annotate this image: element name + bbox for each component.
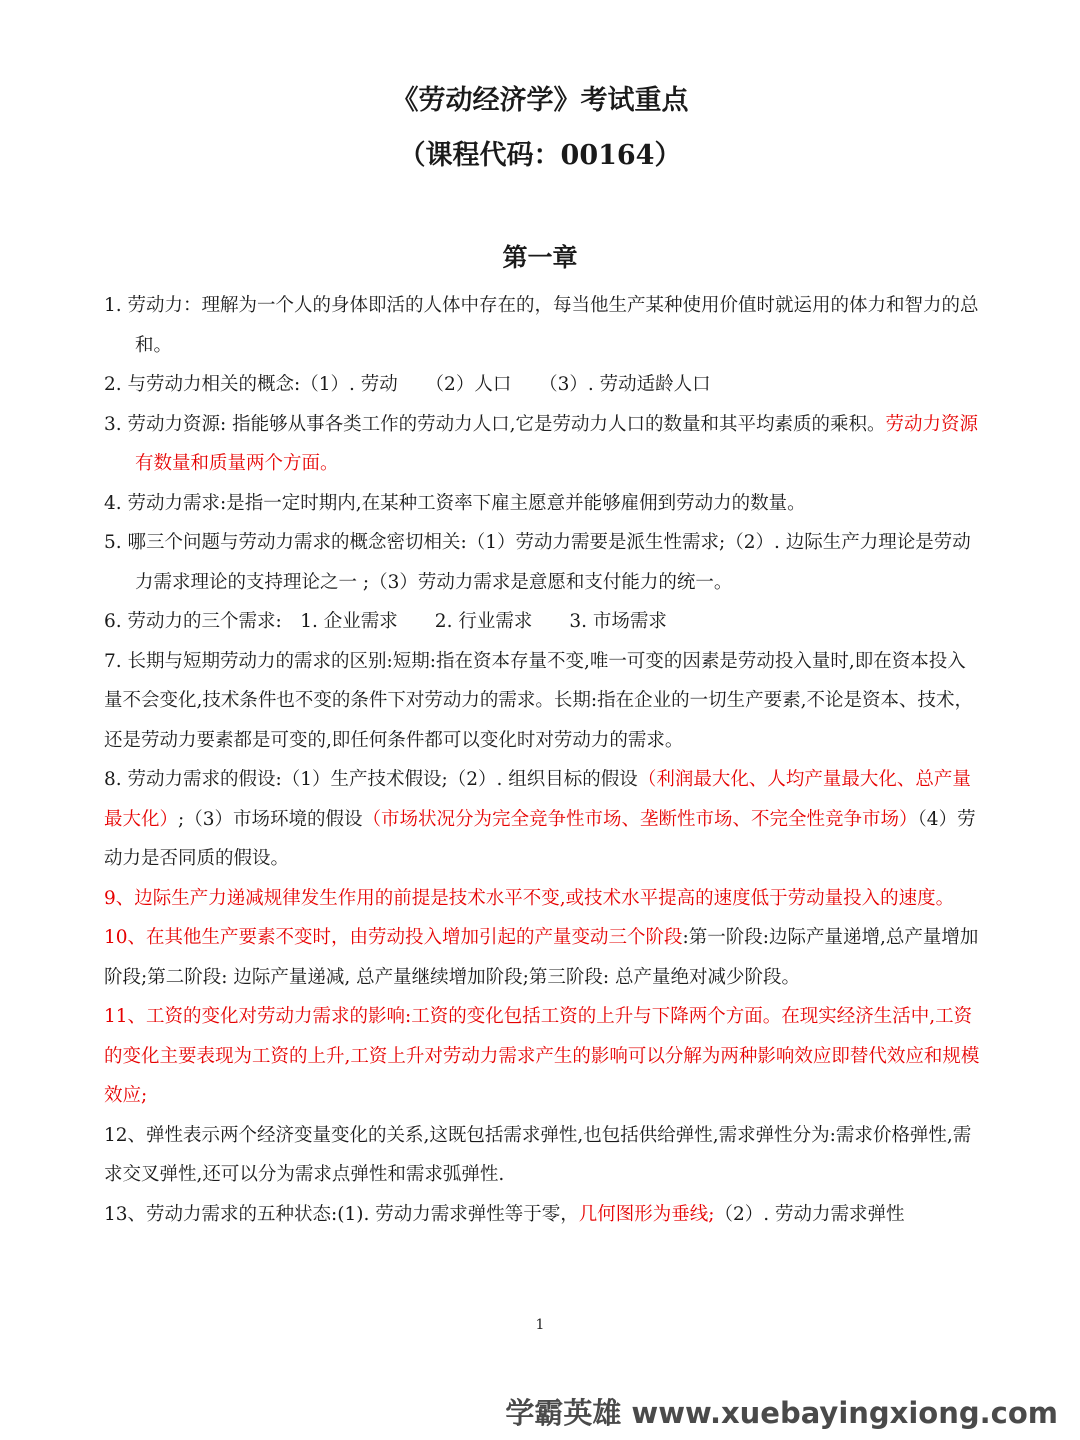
highlighted-text: （市场状况分为完全竞争性市场、垄断性市场、不完全性竞争市场）	[362, 808, 918, 830]
item-text: 3. 劳动力资源: 指能够从事各类工作的劳动力人口,它是劳动力人口的数量和其平均素质的乘积。	[104, 413, 886, 435]
list-item	[104, 286, 980, 365]
list-item	[104, 879, 980, 919]
highlighted-text: 几何图形为垂线;	[578, 1203, 715, 1225]
highlighted-text: （利润最大化、人均产量最大化、总产量最大化）	[104, 769, 971, 830]
list-item	[104, 1195, 980, 1235]
list-item	[104, 365, 980, 405]
list-item	[104, 997, 980, 1116]
list-item	[104, 405, 980, 484]
list-item	[104, 523, 980, 602]
item-text: 7. 长期与短期劳动力的需求的区别:短期:指在资本存量不变,唯一可变的因素是劳动投入量时,即在资本投入量不会变化,技术条件也不变的条件下对劳动力的需求。长期:指在企业的一切生产要素,不论是资本、技术，还是劳动力要素都是可变的,即任何条件都可以变化时对劳动力的需求。	[104, 650, 973, 751]
chapter-heading: 第一章	[502, 243, 578, 272]
item-text: 4. 劳动力需求:是指一定时期内,在某种工资率下雇主愿意并能够雇佣到劳动力的数量。	[104, 492, 806, 514]
list-item	[104, 484, 980, 524]
item-text: （2）. 劳动力需求弹性	[714, 1203, 905, 1225]
notes-list	[104, 286, 980, 1234]
item-text: 6. 劳动力的三个需求: 1. 企业需求 2. 行业需求 3. 市场需求	[104, 611, 667, 632]
highlighted-text: 劳动力资源有数量和质量两个方面。	[135, 413, 979, 474]
list-item	[104, 642, 980, 761]
item-text: 12、弹性表示两个经济变量变化的关系,这既包括需求弹性,也包括供给弹性,需求弹性分为:需求价格弹性,需求交叉弹性,还可以分为需求点弹性和需求弧弹性.	[104, 1124, 972, 1185]
item-text: （4）劳动力是否同质的假设。	[104, 808, 976, 869]
page-number: 1	[535, 1317, 545, 1333]
item-text: :第一阶段:边际产量递增,总产量增加阶段;第二阶段: 边际产量递减, 总产量继续增加阶段;第三阶段: 总产量绝对减少阶段。	[104, 927, 979, 988]
list-item	[104, 918, 980, 997]
item-text: 13、劳动力需求的五种状态:(1). 劳动力需求弹性等于零，	[104, 1203, 579, 1225]
list-item	[104, 1116, 980, 1195]
course-code: （课程代码：00164）	[398, 140, 682, 171]
item-text: 5. 哪三个问题与劳动力需求的概念密切相关:（1）劳动力需要是派生性需求;（2）. 边际生产力理论是劳动力需求理论的支持理论之一 ;（3）劳动力需求是意愿和支付能力的统一。	[104, 532, 971, 593]
document-title: 《劳动经济学》考试重点	[391, 85, 689, 116]
item-text: 1. 劳动力：理解为一个人的身体即活的人体中存在的，每当他生产某种使用价值时就运用的体力和智力的总和。	[104, 295, 979, 356]
list-item	[104, 760, 980, 879]
site-watermark: 学霸英雄 www.xuebayingxiong.com	[505, 1396, 1058, 1430]
highlighted-text: 10、在其他生产要素不变时，由劳动投入增加引起的产量变动三个阶段	[104, 927, 683, 948]
item-text: 2. 与劳动力相关的概念:（1）. 劳动 （2）人口 （3）. 劳动适龄人口	[104, 374, 711, 395]
list-item	[104, 602, 980, 642]
highlighted-text: 9、边际生产力递减规律发生作用的前提是技术水平不变,或技术水平提高的速度低于劳动量投入的速度。	[104, 887, 955, 909]
item-text: 8. 劳动力需求的假设:（1）生产技术假设;（2）. 组织目标的假设	[104, 769, 638, 790]
item-text: ;（3）市场环境的假设	[178, 808, 363, 830]
highlighted-text: 11、工资的变化对劳动力需求的影响:工资的变化包括工资的上升与下降两个方面。在现实经济生活中,工资的变化主要表现为工资的上升,工资上升对劳动力需求产生的影响可以分解为两种影响效应即替代效应和规模效应;	[104, 1006, 980, 1106]
